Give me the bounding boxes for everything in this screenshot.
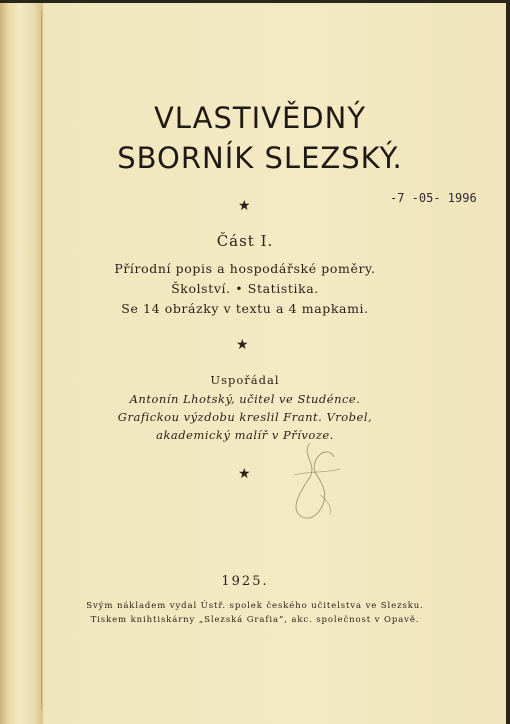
title-line-2: SBORNÍK SLEZSKÝ. bbox=[117, 141, 403, 175]
star-ornament-icon: ★ bbox=[238, 466, 251, 482]
part-heading: Část I. bbox=[216, 232, 274, 250]
credits-illustrator-title: akademický malíř v Přívoze. bbox=[156, 428, 334, 442]
publication-year: 1925. bbox=[221, 574, 269, 589]
subtitle-line-1: Přírodní popis a hospodářské poměry. bbox=[114, 261, 376, 276]
publisher-line: Svým nákladem vydal Ústř. spolek českého učitelstva ve Slezsku. bbox=[86, 601, 424, 611]
credits-illustrator: Grafickou výzdobu kreslil Frant. Vrobel, bbox=[117, 410, 373, 424]
book-spine bbox=[0, 0, 44, 724]
date-stamp: -7 -05- 1996 bbox=[390, 191, 477, 205]
credits-editor-label: Uspořádal bbox=[210, 373, 280, 387]
star-ornament-icon: ★ bbox=[238, 198, 251, 214]
credits-editor-name: Antonín Lhotský, učitel ve Studénce. bbox=[129, 392, 361, 406]
top-edge bbox=[0, 0, 510, 3]
signature-mark bbox=[280, 435, 350, 525]
title-line-1: VLASTIVĚDNÝ bbox=[153, 101, 367, 135]
printer-line: Tiskem knihtiskárny „Slezská Grafia“, akc. společnost v Opavě. bbox=[90, 615, 420, 625]
right-edge bbox=[506, 0, 510, 724]
star-ornament-icon: ★ bbox=[236, 337, 249, 353]
subtitle-line-3: Se 14 obrázky v textu a 4 mapkami. bbox=[121, 301, 369, 316]
subtitle-line-2: Školství. • Statistika. bbox=[171, 281, 319, 296]
